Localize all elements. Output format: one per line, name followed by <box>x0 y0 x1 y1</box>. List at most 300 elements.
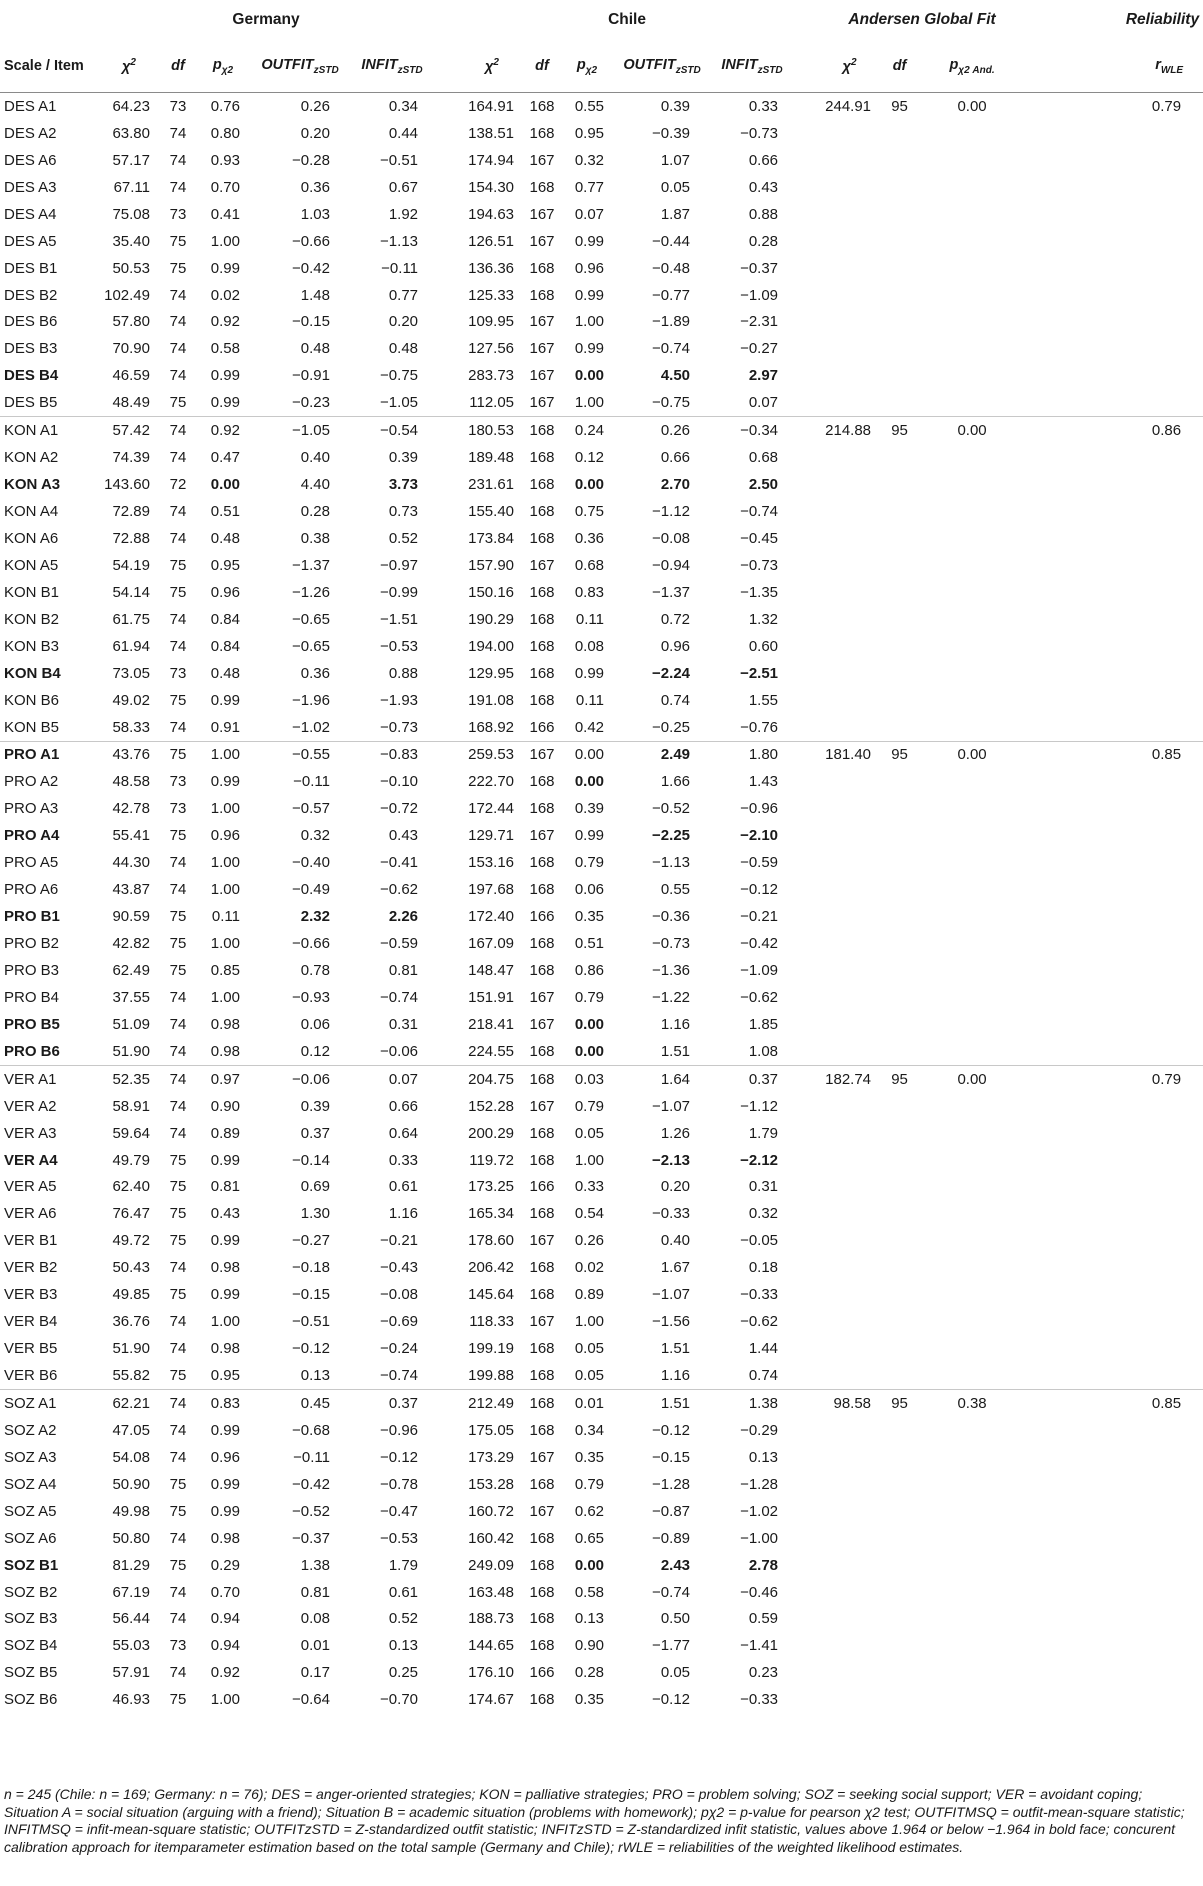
chile-p-cell: 0.06 <box>574 881 605 899</box>
table-row <box>0 957 1203 984</box>
spacer <box>432 741 462 768</box>
table-row <box>0 606 1203 633</box>
chile-p-cell: 0.77 <box>574 178 605 196</box>
germany-infit-cell: 0.25 <box>388 1664 419 1682</box>
germany-infit-cell: −0.72 <box>380 800 419 818</box>
spacer <box>877 1147 922 1174</box>
reliability-group-label: Reliability <box>1125 11 1200 28</box>
germany-infit-cell: −0.21 <box>380 1232 419 1250</box>
spacer <box>1022 417 1062 444</box>
spacer <box>922 444 1022 471</box>
spacer <box>922 1227 1022 1254</box>
germany-chi2-cell: 37.55 <box>112 988 150 1006</box>
chile-p-cell: 0.00 <box>574 1015 605 1033</box>
chile-infit-cell: −0.27 <box>740 340 779 358</box>
spacer <box>792 1011 822 1038</box>
spacer <box>1062 606 1203 633</box>
table-row <box>0 660 1203 687</box>
germany-df-cell: 75 <box>169 394 187 412</box>
spacer <box>432 1390 462 1417</box>
chile-chi2-cell: 172.44 <box>468 800 515 818</box>
germany-infit-cell: −0.11 <box>381 259 419 277</box>
item-label: DES A1 <box>4 97 57 115</box>
chile-p-cell: 0.00 <box>574 476 605 494</box>
germany-outfit-cell: −0.12 <box>292 1340 330 1358</box>
germany-chi2-cell: 57.91 <box>112 1664 150 1682</box>
spacer <box>792 1093 822 1120</box>
germany-outfit-cell: 0.17 <box>300 1664 330 1682</box>
spacer <box>822 201 877 228</box>
chile-df-cell: 168 <box>529 1691 555 1709</box>
chile-outfit-cell: 1.51 <box>660 1042 691 1060</box>
germany-infit-cell: −0.73 <box>380 718 419 736</box>
item-label: VER A1 <box>0 1065 100 1092</box>
chile-p-cell: 0.33 <box>574 1178 605 1196</box>
chile-chi2-cell: 174.67 <box>468 1691 515 1709</box>
spacer <box>877 1281 922 1308</box>
spacer <box>1022 120 1062 147</box>
germany-chi2-cell: 42.82 <box>112 935 150 953</box>
chile-chi2-cell: 165.34 <box>468 1205 515 1223</box>
chile-chi2-cell: 218.41 <box>468 1015 515 1033</box>
table-row <box>0 633 1203 660</box>
spacer <box>432 714 462 741</box>
germany-outfit-cell: 0.01 <box>300 1637 330 1655</box>
item-label: SOZ A5 <box>4 1502 57 1520</box>
spacer <box>1062 1227 1203 1254</box>
chile-infit-cell: −0.05 <box>740 1232 779 1250</box>
spacer <box>877 1120 922 1147</box>
germany-outfit-cell: −0.57 <box>292 800 330 818</box>
spacer <box>1062 362 1203 389</box>
spacer <box>877 120 922 147</box>
germany-infit-cell: −1.05 <box>380 394 419 412</box>
spacer <box>877 1659 922 1686</box>
spacer <box>1062 1254 1203 1281</box>
chile-p-cell: 0.03 <box>562 1065 612 1092</box>
spacer <box>432 768 462 795</box>
spacer <box>1022 1471 1062 1498</box>
spacer <box>792 417 822 444</box>
chile-infit-cell: −0.46 <box>740 1583 779 1601</box>
chile-outfit-cell: 0.26 <box>612 417 712 444</box>
germany-chi2-cell: 55.03 <box>112 1637 150 1655</box>
chile-infit-cell: 0.37 <box>712 1065 792 1092</box>
item-label: KON B5 <box>4 718 60 736</box>
spacer <box>1022 849 1062 876</box>
chile-chi2-cell: 231.61 <box>468 476 515 494</box>
chile-df-cell: 168 <box>529 854 555 872</box>
spacer <box>877 1335 922 1362</box>
table-row <box>0 903 1203 930</box>
germany-df-cell: 74 <box>169 610 187 628</box>
spacer <box>822 1417 877 1444</box>
germany-df-cell: 74 <box>169 637 187 655</box>
table-row <box>0 579 1203 606</box>
chile-p-cell: 0.79 <box>574 854 605 872</box>
table-row <box>0 1011 1203 1038</box>
spacer <box>922 606 1022 633</box>
chile-p-cell: 0.99 <box>574 340 605 358</box>
chile-infit-cell: −0.37 <box>740 259 779 277</box>
spacer <box>877 1227 922 1254</box>
spacer <box>792 1254 822 1281</box>
germany-p-cell: 0.98 <box>210 1529 240 1547</box>
spacer <box>922 1147 1022 1174</box>
spacer <box>822 1335 877 1362</box>
germany-p-cell: 0.99 <box>210 394 240 412</box>
germany-infit-cell: −0.78 <box>380 1475 419 1493</box>
chile-df-cell: 166 <box>529 1178 555 1196</box>
germany-outfit-cell: 0.32 <box>300 827 330 845</box>
chile-p-cell: 0.79 <box>574 1097 605 1115</box>
germany-infit-cell: 0.39 <box>388 449 419 467</box>
germany-df-cell: 75 <box>169 232 187 250</box>
spacer <box>822 1579 877 1606</box>
spacer <box>432 903 462 930</box>
germany-p-cell: 0.94 <box>210 1637 240 1655</box>
spacer <box>1022 1120 1062 1147</box>
col-header-infit: $INFIT_{zSTD}$ <box>352 40 432 93</box>
germany-chi2-cell: 49.85 <box>112 1286 150 1304</box>
chile-infit-cell: −1.09 <box>740 286 779 304</box>
chile-p-cell: 0.13 <box>574 1610 605 1628</box>
spacer <box>877 498 922 525</box>
spacer <box>922 1525 1022 1552</box>
chile-infit-cell: −1.12 <box>740 1097 779 1115</box>
spacer <box>432 1093 462 1120</box>
chile-chi2-cell: 222.70 <box>468 773 515 791</box>
chile-infit-cell: 0.31 <box>748 1178 779 1196</box>
table-row <box>0 1390 1203 1417</box>
germany-infit-cell: 0.43 <box>388 827 419 845</box>
chile-chi2-cell: 283.73 <box>468 367 515 385</box>
chile-outfit-cell: 0.05 <box>660 178 691 196</box>
table-row <box>0 1200 1203 1227</box>
germany-outfit-cell: −0.51 <box>292 1313 330 1331</box>
spacer <box>1022 1227 1062 1254</box>
chile-df-cell: 168 <box>522 417 562 444</box>
item-label: DES B1 <box>4 259 58 277</box>
germany-df-cell: 75 <box>169 961 187 979</box>
germany-df-cell: 75 <box>158 741 198 768</box>
chile-infit-cell: 1.44 <box>748 1340 779 1358</box>
chile-chi2-cell: 167.09 <box>468 935 515 953</box>
chile-p-cell: 0.32 <box>574 151 605 169</box>
spacer <box>792 687 822 714</box>
germany-chi2-cell: 50.43 <box>112 1259 150 1277</box>
chile-chi2-cell: 178.60 <box>468 1232 515 1250</box>
spacer <box>792 930 822 957</box>
chile-chi2-cell: 188.73 <box>468 1610 515 1628</box>
chile-df-cell: 167 <box>529 1232 555 1250</box>
spacer <box>1062 822 1203 849</box>
germany-p-cell: 1.00 <box>210 1313 240 1331</box>
spacer <box>792 1281 822 1308</box>
spacer <box>922 1093 1022 1120</box>
col-header-chi2: $\chi^2$ <box>100 40 158 93</box>
table-row <box>0 1227 1203 1254</box>
spacer <box>792 1606 822 1633</box>
chile-df-cell: 167 <box>522 741 562 768</box>
chile-chi2-cell: 173.25 <box>468 1178 515 1196</box>
germany-outfit-cell: −0.14 <box>292 1151 330 1169</box>
andersen-chi2-cell: 214.88 <box>822 417 877 444</box>
germany-chi2-cell: 76.47 <box>112 1205 150 1223</box>
germany-p-cell: 0.11 <box>211 908 240 926</box>
spacer <box>822 1525 877 1552</box>
spacer <box>1022 525 1062 552</box>
germany-p-cell: 0.98 <box>210 1042 240 1060</box>
germany-chi2-cell: 49.98 <box>112 1502 150 1520</box>
table-row <box>0 1093 1203 1120</box>
germany-infit-cell: 0.73 <box>388 503 419 521</box>
table-row <box>0 93 1203 120</box>
chile-outfit-cell: −1.22 <box>652 988 691 1006</box>
spacer <box>1062 1174 1203 1201</box>
spacer <box>432 389 462 416</box>
chile-chi2-cell: 152.28 <box>468 1097 515 1115</box>
germany-infit-cell: −0.69 <box>380 1313 419 1331</box>
chile-df-cell: 168 <box>529 124 555 142</box>
chile-infit-cell: 1.80 <box>712 741 792 768</box>
germany-outfit-cell: −0.37 <box>292 1529 330 1547</box>
spacer <box>877 1417 922 1444</box>
chile-df-cell: 167 <box>529 1313 555 1331</box>
spacer <box>1062 1632 1203 1659</box>
spacer <box>877 174 922 201</box>
chile-p-cell: 0.12 <box>574 449 605 467</box>
germany-df-cell: 72 <box>169 476 187 494</box>
spacer <box>432 660 462 687</box>
chile-chi2-cell: 199.19 <box>468 1340 515 1358</box>
chile-outfit-cell: −1.37 <box>652 583 691 601</box>
spacer <box>1022 1038 1062 1065</box>
spacer <box>432 228 462 255</box>
table-row <box>0 1444 1203 1471</box>
spacer <box>1062 255 1203 282</box>
germany-chi2-cell: 57.17 <box>112 151 150 169</box>
spacer <box>877 147 922 174</box>
spacer <box>877 255 922 282</box>
spacer <box>922 687 1022 714</box>
spacer <box>1062 1552 1203 1579</box>
item-label: PRO A4 <box>4 827 60 845</box>
spacer <box>822 1200 877 1227</box>
spacer <box>822 957 877 984</box>
spacer <box>877 795 922 822</box>
spacer <box>1022 1011 1062 1038</box>
germany-df-cell: 74 <box>158 1390 198 1417</box>
chile-p-cell: 1.00 <box>574 394 605 412</box>
chile-outfit-cell: −2.13 <box>652 1151 691 1169</box>
chile-infit-cell: −0.29 <box>740 1421 779 1439</box>
spacer <box>922 1200 1022 1227</box>
germany-infit-cell: −0.83 <box>352 741 432 768</box>
germany-chi2-cell: 54.14 <box>112 583 150 601</box>
germany-df-cell: 75 <box>169 935 187 953</box>
germany-outfit-cell: −0.40 <box>292 854 330 872</box>
spacer <box>877 228 922 255</box>
table-body <box>0 93 1203 1714</box>
chile-df-cell: 168 <box>529 97 555 115</box>
spacer <box>792 525 822 552</box>
spacer <box>1022 1200 1062 1227</box>
germany-outfit-cell: −0.15 <box>292 313 330 331</box>
germany-p-cell: 0.80 <box>210 124 240 142</box>
table-row <box>0 1147 1203 1174</box>
germany-df-cell: 74 <box>169 1529 187 1547</box>
reliability-cell: 0.85 <box>1062 741 1203 768</box>
item-label: SOZ B3 <box>4 1610 58 1628</box>
chile-infit-cell: −0.62 <box>740 1313 779 1331</box>
spacer <box>922 201 1022 228</box>
germany-infit-cell: 0.64 <box>388 1124 419 1142</box>
chile-chi2-cell: 157.90 <box>468 556 515 574</box>
spacer <box>432 849 462 876</box>
germany-outfit-cell: −0.28 <box>292 151 330 169</box>
chile-outfit-cell: 2.49 <box>612 741 712 768</box>
chile-p-cell: 0.11 <box>575 691 605 709</box>
germany-outfit-cell: −0.91 <box>292 367 330 385</box>
germany-infit-cell: 0.48 <box>388 340 419 358</box>
spacer <box>792 1362 822 1389</box>
spacer <box>877 1362 922 1389</box>
item-label: KON B6 <box>4 691 60 709</box>
item-label: SOZ B1 <box>4 1556 59 1574</box>
chile-outfit-cell: −0.87 <box>652 1502 691 1520</box>
spacer <box>1062 768 1203 795</box>
spacer <box>922 579 1022 606</box>
table-row <box>0 389 1203 416</box>
spacer <box>1022 147 1062 174</box>
spacer <box>877 1632 922 1659</box>
germany-infit-cell: −0.08 <box>380 1286 419 1304</box>
germany-df-cell: 75 <box>169 691 187 709</box>
germany-outfit-cell: 0.12 <box>300 1042 330 1060</box>
spacer <box>1022 335 1062 362</box>
spacer <box>1022 1417 1062 1444</box>
table-row <box>0 930 1203 957</box>
item-label: KON A3 <box>4 476 61 494</box>
chile-p-cell: 0.62 <box>574 1502 605 1520</box>
chile-outfit-cell: 0.72 <box>660 610 691 628</box>
chile-outfit-cell: 1.87 <box>660 205 691 223</box>
chile-outfit-cell: 1.16 <box>660 1367 691 1385</box>
andersen-chi2-cell: 181.40 <box>822 741 877 768</box>
spacer <box>822 768 877 795</box>
chile-p-cell: 0.96 <box>574 259 605 277</box>
spacer <box>432 525 462 552</box>
germany-outfit-cell: 0.78 <box>300 961 330 979</box>
spacer <box>877 1093 922 1120</box>
germany-p-cell: 0.43 <box>210 1205 240 1223</box>
spacer <box>792 1632 822 1659</box>
chile-df-cell: 167 <box>529 1448 555 1466</box>
germany-chi2-cell: 59.64 <box>112 1124 150 1142</box>
chile-p-cell: 0.05 <box>574 1340 605 1358</box>
chile-p-cell: 1.00 <box>574 1313 605 1331</box>
germany-outfit-cell: −0.93 <box>292 988 330 1006</box>
germany-df-cell: 74 <box>169 1015 187 1033</box>
chile-df-cell: 167 <box>529 1097 555 1115</box>
chile-outfit-cell: 1.64 <box>612 1065 712 1092</box>
chile-p-cell: 0.79 <box>574 988 605 1006</box>
spacer <box>1062 1686 1203 1713</box>
item-label: VER A4 <box>4 1151 58 1169</box>
chile-infit-cell: 0.18 <box>748 1259 779 1277</box>
spacer <box>1022 633 1062 660</box>
spacer <box>792 147 822 174</box>
germany-p-cell: 0.98 <box>210 1015 240 1033</box>
spacer <box>922 768 1022 795</box>
spacer <box>792 1579 822 1606</box>
chile-df-cell: 168 <box>529 1475 555 1493</box>
spacer <box>822 1038 877 1065</box>
item-label: KON A6 <box>4 529 59 547</box>
germany-p-cell: 0.98 <box>210 1259 240 1277</box>
germany-df-cell: 75 <box>169 1232 187 1250</box>
chile-chi2-cell: 212.49 <box>462 1390 522 1417</box>
germany-outfit-cell: −1.26 <box>292 583 330 601</box>
germany-outfit-cell: −0.15 <box>292 1286 330 1304</box>
germany-group-label: Germany <box>232 11 300 28</box>
germany-outfit-cell: −0.65 <box>292 610 330 628</box>
col-header-df: df <box>158 40 198 93</box>
col-header-p: $p_{\chi 2}$ <box>198 40 248 93</box>
spacer <box>432 1659 462 1686</box>
chile-chi2-cell: 174.94 <box>468 151 515 169</box>
germany-df-cell: 75 <box>169 556 187 574</box>
chile-chi2-cell: 206.42 <box>468 1259 515 1277</box>
germany-infit-cell: 0.88 <box>388 664 419 682</box>
germany-outfit-cell: 0.08 <box>300 1610 330 1628</box>
spacer <box>822 1254 877 1281</box>
germany-outfit-cell: 4.40 <box>300 476 330 494</box>
item-label: PRO A1 <box>0 741 100 768</box>
chile-p-cell: 0.34 <box>574 1421 605 1439</box>
chile-df-cell: 168 <box>529 664 555 682</box>
germany-p-cell: 0.95 <box>210 1367 240 1385</box>
chile-chi2-cell: 118.33 <box>469 1313 515 1331</box>
germany-p-cell: 1.00 <box>210 935 240 953</box>
item-label: DES A3 <box>4 178 57 196</box>
germany-outfit-cell: −0.11 <box>293 773 330 791</box>
spacer <box>822 1606 877 1633</box>
table-row <box>0 282 1203 309</box>
germany-chi2-cell: 67.19 <box>112 1583 150 1601</box>
spacer <box>1062 876 1203 903</box>
chile-chi2-cell: 160.42 <box>468 1529 515 1547</box>
chile-infit-cell: 0.43 <box>748 178 779 196</box>
chile-chi2-cell: 148.47 <box>468 961 515 979</box>
table-row <box>0 1281 1203 1308</box>
spacer <box>432 1552 462 1579</box>
germany-chi2-cell: 43.76 <box>100 741 158 768</box>
chile-outfit-cell: −1.36 <box>652 961 691 979</box>
spacer <box>822 552 877 579</box>
spacer <box>1022 1281 1062 1308</box>
spacer <box>1062 1444 1203 1471</box>
germany-infit-cell: 0.67 <box>388 178 419 196</box>
spacer <box>877 660 922 687</box>
germany-outfit-cell: 0.48 <box>300 340 330 358</box>
chile-infit-cell: −1.00 <box>740 1529 779 1547</box>
chile-df-cell: 168 <box>529 1421 555 1439</box>
chile-chi2-cell: 138.51 <box>468 124 515 142</box>
germany-chi2-cell: 55.82 <box>112 1367 150 1385</box>
spacer <box>922 1254 1022 1281</box>
